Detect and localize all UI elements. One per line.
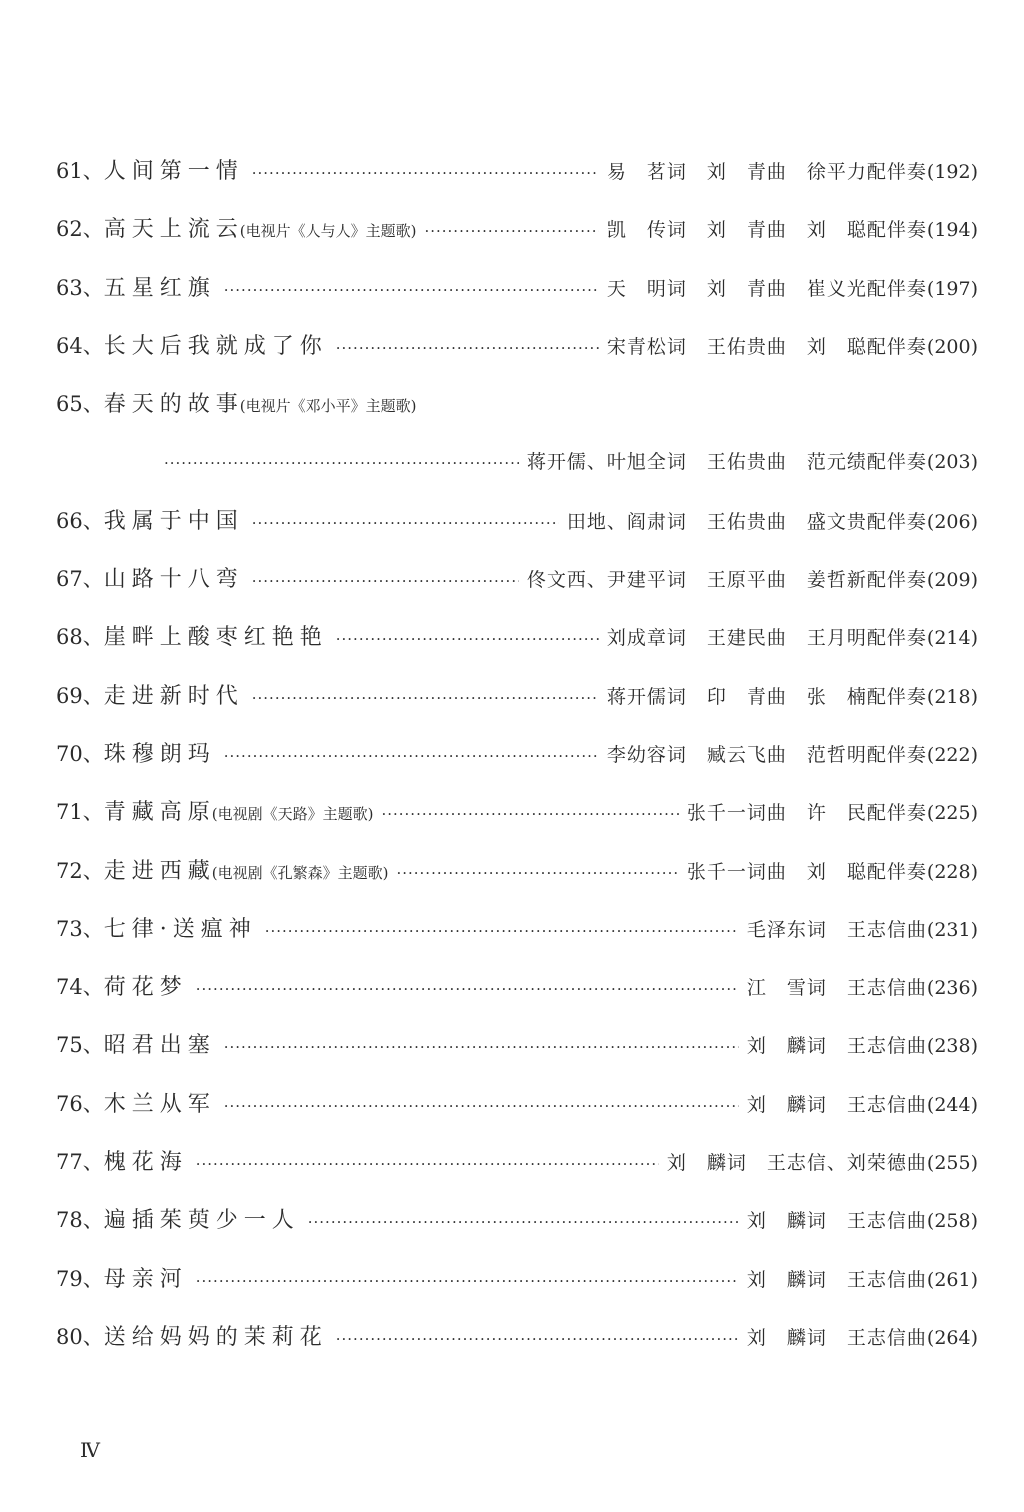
dot-leader xyxy=(336,618,599,660)
entry-number: 72、 xyxy=(56,858,104,883)
toc-entry-63[interactable] xyxy=(56,267,978,325)
entry-title: 山路十八弯 xyxy=(103,567,244,593)
entry-title: 春天的故事 xyxy=(103,392,244,418)
toc-entry-64[interactable] xyxy=(56,325,978,383)
dot-leader xyxy=(308,1201,739,1243)
page-folio: Ⅳ xyxy=(80,1438,100,1462)
entry-title: 送给妈妈的茉莉花 xyxy=(103,1324,328,1350)
entry-title: 昭君出塞 xyxy=(103,1033,216,1059)
toc-entry-68[interactable] xyxy=(56,616,978,674)
entry-credits: 毛泽东词 王志信曲 xyxy=(746,918,927,941)
entry-credits: 易 茗词 刘 青曲 徐平力配伴奏 xyxy=(606,161,927,183)
entry-number: 73、 xyxy=(56,916,104,941)
table-of-contents xyxy=(56,150,978,1374)
entry-page: (264) xyxy=(926,1326,978,1349)
entry-page: (200) xyxy=(926,335,978,358)
toc-entry-72[interactable] xyxy=(56,850,978,908)
toc-entry-73[interactable] xyxy=(56,908,978,966)
entry-page: (228) xyxy=(926,860,978,883)
entry-title: 五星红旗 xyxy=(103,275,216,301)
toc-entry-80[interactable] xyxy=(56,1316,978,1374)
entry-title: 槐花海 xyxy=(103,1150,188,1176)
entry-title: 青藏高原 xyxy=(103,800,216,826)
entry-credits: 刘 麟词 王志信、刘荣德曲 xyxy=(666,1152,927,1175)
dot-leader xyxy=(196,1260,739,1302)
entry-credits: 刘 麟词 王志信曲 xyxy=(746,1093,927,1116)
entry-title: 珠穆朗玛 xyxy=(103,741,216,767)
entry-number: 67、 xyxy=(56,567,104,592)
entry-title: 走进西藏 xyxy=(103,858,216,884)
entry-credits: 蒋开儒、叶旭全词 王佑贵曲 范元绩配伴奏 xyxy=(526,451,927,474)
dot-leader xyxy=(224,735,599,777)
dot-leader xyxy=(252,152,599,194)
entry-number: 75、 xyxy=(56,1033,104,1058)
entry-number: 64、 xyxy=(56,333,104,358)
dot-leader xyxy=(164,442,519,484)
entry-page: (194) xyxy=(926,219,978,242)
entry-number: 76、 xyxy=(56,1091,104,1116)
toc-entry-66[interactable] xyxy=(56,500,978,558)
entry-number: 68、 xyxy=(56,625,104,650)
entry-number: 71、 xyxy=(56,800,104,825)
dot-leader xyxy=(265,910,739,952)
entry-page: (261) xyxy=(926,1268,978,1291)
toc-entry-65[interactable] xyxy=(56,383,978,441)
entry-number: 77、 xyxy=(56,1150,104,1175)
entry-subtitle: (电视剧《天路》主题歌) xyxy=(211,805,374,824)
entry-title: 长大后我就成了你 xyxy=(103,333,328,359)
entry-subtitle: (电视片《人与人》主题歌) xyxy=(239,222,417,241)
entry-title: 高天上流云 xyxy=(103,217,244,243)
entry-credits: 宋青松词 王佑贵曲 刘 聪配伴奏 xyxy=(606,335,927,358)
dot-leader xyxy=(252,677,599,719)
toc-entry-61[interactable] xyxy=(56,150,978,208)
dot-leader xyxy=(224,1085,739,1127)
dot-leader xyxy=(252,560,519,602)
entry-page: (222) xyxy=(926,743,978,766)
toc-entry-77[interactable] xyxy=(56,1141,978,1199)
entry-subtitle: (电视片《邓小平》主题歌) xyxy=(239,397,417,416)
entry-page: (192) xyxy=(926,161,978,183)
entry-page: (244) xyxy=(926,1093,978,1116)
entry-page: (214) xyxy=(926,627,978,650)
entry-page: (197) xyxy=(926,277,978,300)
entry-page: (203) xyxy=(926,451,978,474)
entry-credits: 李幼容词 臧云飞曲 范哲明配伴奏 xyxy=(606,743,927,766)
entry-number: 69、 xyxy=(56,683,104,708)
entry-number: 63、 xyxy=(56,275,104,300)
toc-entry-79[interactable] xyxy=(56,1258,978,1316)
entry-page: (206) xyxy=(926,510,978,533)
toc-entry-65-continued[interactable] xyxy=(56,441,978,499)
entry-page: (255) xyxy=(926,1152,978,1175)
dot-leader xyxy=(196,968,739,1010)
entry-credits: 刘 麟词 王志信曲 xyxy=(746,1035,927,1058)
dot-leader xyxy=(336,327,599,369)
dot-leader xyxy=(424,210,598,252)
entry-number: 80、 xyxy=(56,1324,104,1349)
entry-title: 崖畔上酸枣红艳艳 xyxy=(103,625,328,651)
entry-number: 70、 xyxy=(56,741,104,766)
entry-credits: 刘 麟词 王志信曲 xyxy=(746,1326,927,1349)
entry-number: 62、 xyxy=(56,217,104,242)
dot-leader xyxy=(336,1318,739,1360)
entry-title: 遍插茱萸少一人 xyxy=(103,1208,300,1234)
entry-number: 65、 xyxy=(56,392,104,417)
entry-title: 走进新时代 xyxy=(103,683,244,709)
entry-credits: 田地、阎肃词 王佑贵曲 盛文贵配伴奏 xyxy=(566,510,927,533)
entry-page: (231) xyxy=(926,918,978,941)
entry-page: (236) xyxy=(926,977,978,1000)
entry-page: (238) xyxy=(926,1035,978,1058)
toc-entry-67[interactable] xyxy=(56,558,978,616)
entry-subtitle: (电视剧《孔繁森》主题歌) xyxy=(211,863,389,882)
entry-page: (225) xyxy=(926,802,978,825)
entry-number: 66、 xyxy=(56,508,104,533)
toc-entry-69[interactable] xyxy=(56,675,978,733)
toc-entry-74[interactable] xyxy=(56,966,978,1024)
entry-credits: 蒋开儒词 印 青曲 张 楠配伴奏 xyxy=(606,685,927,708)
dot-leader xyxy=(396,852,678,894)
toc-entry-71[interactable] xyxy=(56,791,978,849)
entry-credits: 佟文西、尹建平词 王原平曲 姜哲新配伴奏 xyxy=(526,569,927,592)
entry-number: 61、 xyxy=(56,159,104,183)
entry-page: (209) xyxy=(926,569,978,592)
entry-credits: 刘 麟词 王志信曲 xyxy=(746,1210,927,1233)
entry-page: (258) xyxy=(926,1210,978,1233)
entry-credits: 凯 传词 刘 青曲 刘 聪配伴奏 xyxy=(606,219,927,242)
entry-credits: 刘成章词 王建民曲 王月明配伴奏 xyxy=(606,627,927,650)
entry-title: 七律·送瘟神 xyxy=(103,916,257,942)
entry-credits: 张千一词曲 刘 聪配伴奏 xyxy=(686,860,927,883)
entry-title: 我属于中国 xyxy=(103,508,244,534)
toc-entry-75[interactable] xyxy=(56,1024,978,1082)
entry-title: 荷花梦 xyxy=(103,975,188,1001)
entry-credits: 天 明词 刘 青曲 崔义光配伴奏 xyxy=(606,277,927,300)
toc-entry-76[interactable] xyxy=(56,1083,978,1141)
dot-leader xyxy=(252,502,559,544)
entry-title: 人间第一情 xyxy=(103,159,244,184)
entry-credits: 张千一词曲 许 民配伴奏 xyxy=(686,802,927,825)
entry-credits: 刘 麟词 王志信曲 xyxy=(746,1268,927,1291)
entry-credits: 江 雪词 王志信曲 xyxy=(746,977,927,1000)
toc-entry-70[interactable] xyxy=(56,733,978,791)
entry-title: 母亲河 xyxy=(103,1266,188,1292)
dot-leader xyxy=(381,793,678,835)
entry-title: 木兰从军 xyxy=(103,1091,216,1117)
toc-entry-62[interactable] xyxy=(56,208,978,266)
toc-entry-78[interactable] xyxy=(56,1199,978,1257)
entry-number: 79、 xyxy=(56,1266,104,1291)
entry-page: (218) xyxy=(926,685,978,708)
dot-leader xyxy=(224,269,599,311)
dot-leader xyxy=(196,1143,659,1185)
entry-number: 78、 xyxy=(56,1208,104,1233)
dot-leader xyxy=(224,1026,739,1068)
entry-number: 74、 xyxy=(56,975,104,1000)
